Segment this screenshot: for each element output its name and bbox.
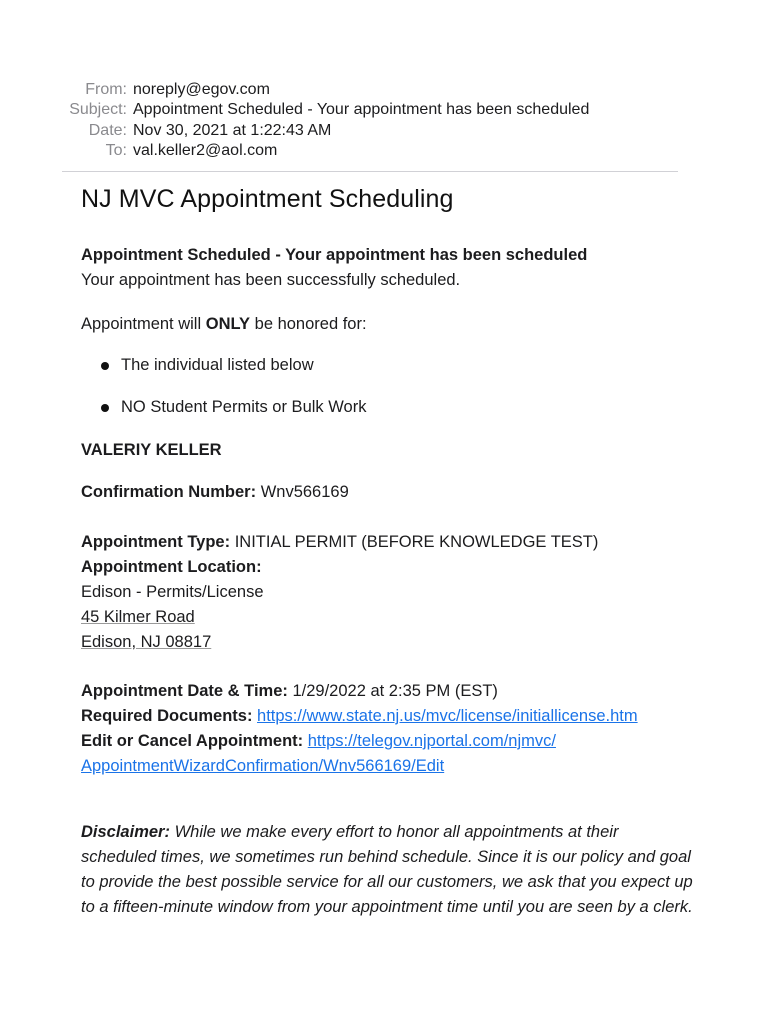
- disclaimer-label: Disclaimer:: [81, 823, 170, 841]
- type-value: INITIAL PERMIT (BEFORE KNOWLEDGE TEST): [234, 533, 599, 551]
- datetime-label: Appointment Date & Time:: [81, 682, 288, 700]
- list-item: NO Student Permits or Bulk Work: [121, 398, 367, 416]
- bullet-dot: [101, 404, 109, 412]
- honored-suffix: be honored for:: [250, 315, 367, 333]
- honored-emphasis: ONLY: [205, 315, 251, 333]
- disclaimer-text: While we make every effort to honor all appointments at their scheduled times, we sometimes run behind schedule. Since it is our policy and goal to provide the best possible service for all our customers, we ask that you expect up to a fifteen-minute window from your appointment time until you are seen by a clerk.: [81, 823, 693, 916]
- location-label: Appointment Location:: [81, 558, 262, 576]
- customer-name: VALERIY KELLER: [81, 441, 222, 459]
- subject-row: [0, 100, 768, 120]
- date-row: [0, 121, 768, 141]
- appointment-heading: Appointment Scheduled - Your appointment has been scheduled: [81, 246, 588, 264]
- location-city[interactable]: Edison, NJ 08817: [81, 633, 212, 651]
- edit-label: Edit or Cancel Appointment:: [81, 732, 304, 750]
- subject-value: Appointment Scheduled - Your appointment has been scheduled: [133, 101, 590, 119]
- disclaimer: [81, 820, 696, 920]
- to-value[interactable]: val.keller2@aol.com: [133, 141, 278, 159]
- from-value[interactable]: noreply@egov.com: [133, 81, 270, 98]
- honored-text: [81, 312, 367, 337]
- appointment-datetime: [81, 679, 498, 704]
- documents-link[interactable]: https://www.state.nj.us/mvc/license/initiallicense.htm: [257, 707, 638, 725]
- email-header: [0, 80, 768, 161]
- page-title: NJ MVC Appointment Scheduling: [81, 185, 454, 213]
- edit-link[interactable]: https://telegov.njportal.com/njmvc/: [307, 732, 556, 750]
- location-name: Edison - Permits/License: [81, 583, 264, 601]
- documents-label: Required Documents:: [81, 707, 253, 725]
- honored-prefix: Appointment will: [81, 315, 206, 333]
- confirmation-label: Confirmation Number:: [81, 483, 257, 501]
- edit-link-line2[interactable]: AppointmentWizardConfirmation/Wnv566169/Edit: [81, 757, 445, 775]
- success-text: Your appointment has been successfully scheduled.: [81, 271, 461, 289]
- appointment-type: [81, 530, 598, 555]
- bullet-dot: [101, 362, 109, 370]
- to-label: To:: [105, 141, 127, 159]
- confirmation-number: [81, 480, 349, 505]
- confirmation-value: Wnv566169: [260, 483, 349, 501]
- to-row: [0, 141, 768, 161]
- edit-link-continued: [81, 754, 444, 779]
- from-row: [0, 80, 768, 100]
- header-divider: [62, 171, 678, 172]
- edit-cancel: [81, 729, 556, 754]
- list-item: The individual listed below: [121, 356, 314, 374]
- from-label: From:: [85, 81, 127, 98]
- type-label: Appointment Type:: [81, 533, 231, 551]
- subject-label: Subject:: [69, 101, 127, 119]
- date-value: Nov 30, 2021 at 1:22:43 AM: [133, 121, 332, 139]
- required-documents: [81, 704, 638, 729]
- datetime-value: 1/29/2022 at 2:35 PM (EST): [292, 682, 498, 700]
- location-street[interactable]: 45 Kilmer Road: [81, 608, 195, 626]
- date-label: Date:: [88, 121, 127, 139]
